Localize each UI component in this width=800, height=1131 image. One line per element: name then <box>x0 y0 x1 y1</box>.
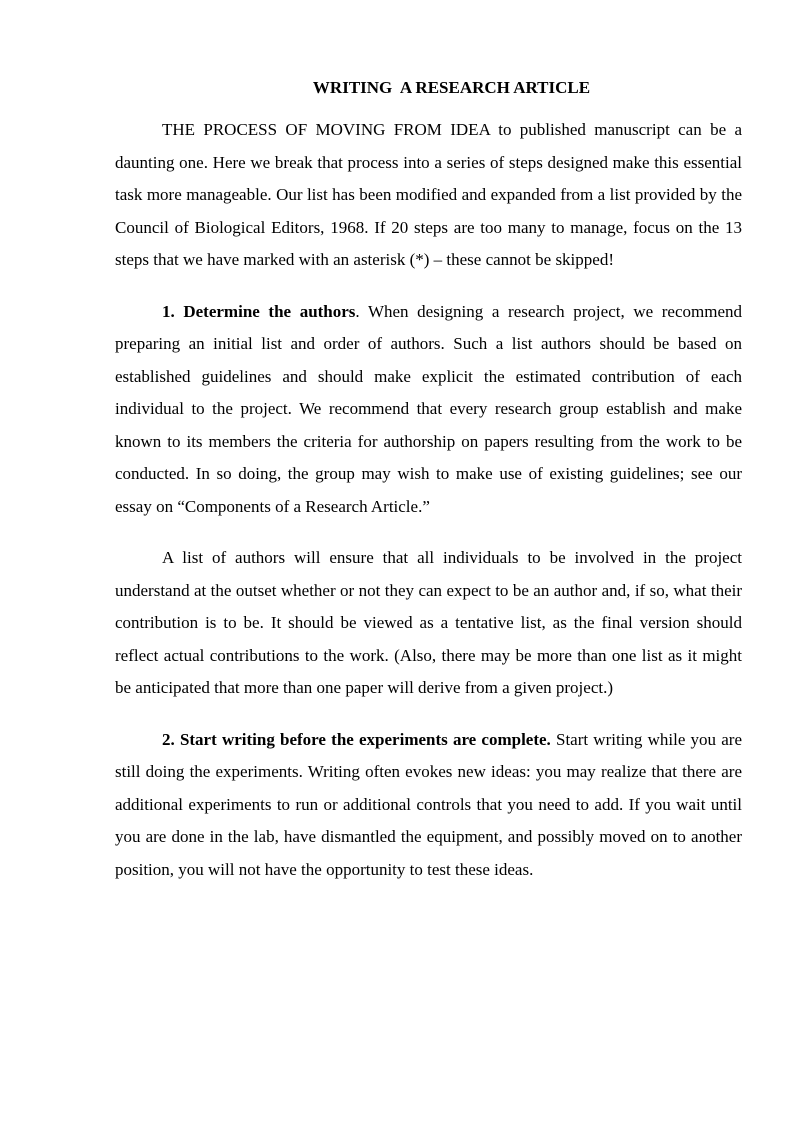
step-1-followup-paragraph: A list of authors will ensure that all individuals to be involved in the project understand at the outset whether or not they can expect to be an author and, if so, what their contribution is to be. It should be viewed as a tentative list, as the final version should reflect actual contributions to the work. (Also, there may be more than one list as it might be anticipated that more than one paper will derive from a given project.) <box>115 548 742 697</box>
document-body <box>115 72 742 886</box>
step-1-body: . When designing a research project, we recommend preparing an initial list and order of authors. Such a list authors should be based on established guidelines and should make explicit the estimated contribution of each individual to the project. We recommend that every research group establish and make known to its members the criteria for authorship on papers resulting from the work to be conducted. In so doing, the group may wish to make use of existing guidelines; see our essay on “Components of a Research Article.” <box>115 301 742 516</box>
step-1-heading: 1. Determine the authors <box>162 301 356 321</box>
step-2-body: Start writing while you are still doing the experiments. Writing often evokes new ideas: you may realize that there are additional experiments to run or additional controls that you need to add. If you wait until you are done in the lab, have dismantled the equipment, and possibly moved on to another position, you will not have the opportunity to test these ideas. <box>115 729 742 879</box>
step-2-heading: 2. Start writing before the experiments are complete. <box>162 729 551 749</box>
step-1-paragraph <box>115 296 742 524</box>
document-title: WRITING A RESEARCH ARTICLE <box>312 78 591 97</box>
step-2-paragraph <box>115 724 742 887</box>
intro-paragraph: THE PROCESS OF MOVING FROM IDEA to published manuscript can be a daunting one. Here we break that process into a series of steps designed make this essential task more manageable. Our list has been modified and expanded from a list provided by the Council of Biological Editors, 1968. If 20 steps are too many to manage, focus on the 13 steps that we have marked with an asterisk (*) – these cannot be skipped! <box>115 120 742 269</box>
